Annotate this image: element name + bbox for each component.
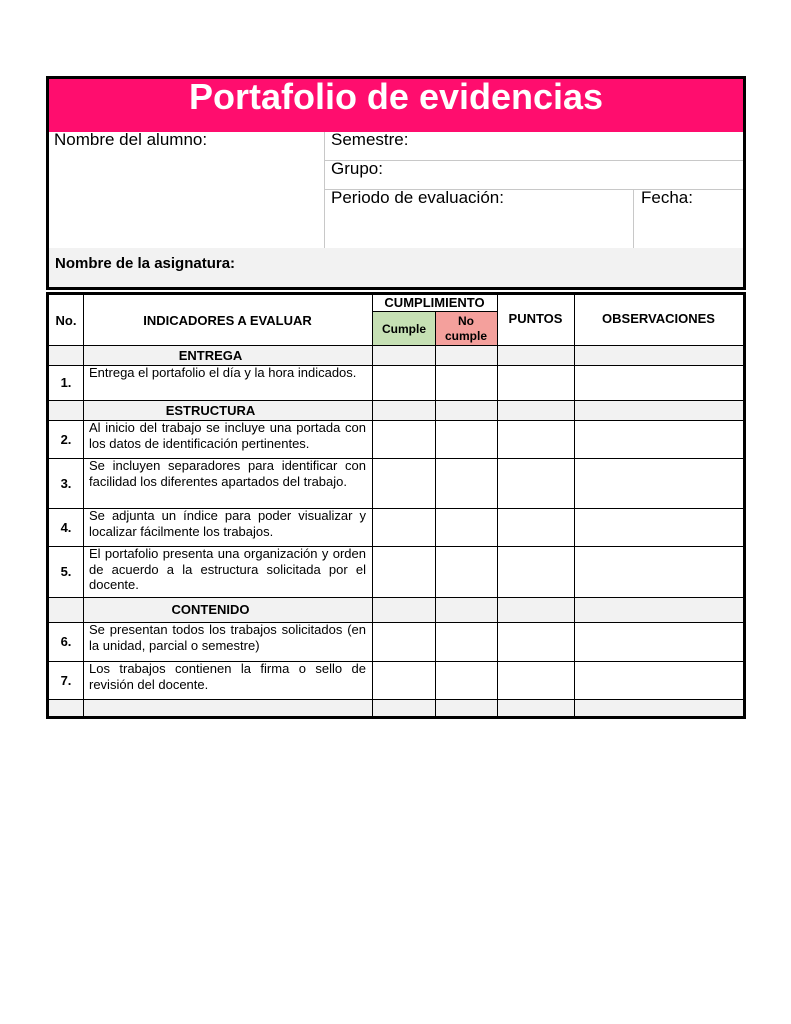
student-name-label: Nombre del alumno: (54, 130, 208, 149)
subject-name-label: Nombre de la asignatura: (55, 255, 236, 272)
observations-cell (574, 365, 743, 400)
indicator-text: Los trabajos contienen la firma o sello de revisión del docente. (89, 661, 366, 692)
complies-cell (372, 458, 435, 508)
not-complies-cell (435, 546, 497, 597)
semester-label: Semestre: (331, 130, 409, 149)
indicator-number: 5. (60, 564, 72, 579)
column-divider (435, 311, 436, 716)
row-divider (49, 345, 743, 346)
not-complies-cell (435, 508, 497, 546)
header-divider (324, 160, 743, 161)
indicator-number: 1. (60, 375, 72, 390)
column-header-points: PUNTOS (508, 311, 563, 326)
not-complies-cell (435, 458, 497, 508)
points-cell (497, 661, 574, 699)
row-divider (49, 699, 743, 700)
observations-cell (574, 661, 743, 699)
column-header-no: No. (55, 312, 77, 328)
column-header-complies: Cumple (373, 312, 435, 345)
evaluation-period-label: Periodo de evaluación: (331, 188, 504, 207)
section-header: ESTRUCTURA (49, 400, 372, 420)
section-header: ENTREGA (49, 345, 372, 365)
section-header: CONTENIDO (49, 597, 372, 622)
header-divider (324, 132, 325, 248)
section-header-fill (372, 400, 743, 420)
indicator-text: El portafolio presenta una organización y orden de acuerdo a la estructura solicitada por el docente. (89, 546, 366, 592)
not-complies-cell (435, 622, 497, 661)
column-header-not-complies: No cumple (435, 312, 497, 345)
column-header-compliance: CUMPLIMIENTO (384, 295, 485, 310)
observations-cell (574, 546, 743, 597)
column-header-observations: OBSERVACIONES (602, 311, 715, 326)
points-cell (497, 508, 574, 546)
row-divider (49, 622, 743, 623)
section-header-fill (372, 597, 743, 622)
row-divider (49, 400, 743, 401)
complies-cell (372, 622, 435, 661)
row-divider (49, 458, 743, 459)
complies-cell (372, 365, 435, 400)
column-header-indicators: INDICADORES A EVALUAR (143, 312, 312, 328)
observations-cell (574, 622, 743, 661)
column-divider (497, 295, 498, 716)
complies-cell (372, 508, 435, 546)
indicator-text: Se incluyen separadores para identificar con facilidad los diferentes apartados del trabajo. (89, 458, 366, 489)
header-divider (633, 189, 634, 248)
empty-footer-row (49, 699, 743, 716)
indicator-text: Al inicio del trabajo se incluye una portada con los datos de identificación pertinentes. (89, 420, 366, 451)
section-header-fill (372, 345, 743, 365)
column-divider (574, 295, 575, 716)
observations-cell (574, 420, 743, 458)
points-cell (497, 546, 574, 597)
complies-cell (372, 546, 435, 597)
indicator-number: 2. (60, 431, 72, 447)
observations-cell (574, 508, 743, 546)
complies-cell (372, 420, 435, 458)
group-label: Grupo: (331, 159, 383, 178)
row-divider (49, 508, 743, 509)
points-cell (497, 622, 574, 661)
not-complies-cell (435, 420, 497, 458)
indicator-text: Se adjunta un índice para poder visualizar y localizar fácilmente los trabajos. (89, 508, 366, 539)
points-cell (497, 365, 574, 400)
column-divider (83, 295, 84, 716)
indicator-text: Entrega el portafolio el día y la hora indicados. (89, 365, 357, 380)
date-label: Fecha: (641, 188, 693, 207)
row-divider (49, 365, 743, 366)
indicator-number: 6. (60, 634, 72, 649)
observations-cell (574, 458, 743, 508)
complies-cell (372, 661, 435, 699)
points-cell (497, 420, 574, 458)
document-title: Portafolio de evidencias (49, 79, 743, 132)
points-cell (497, 458, 574, 508)
row-divider (49, 546, 743, 547)
not-complies-cell (435, 365, 497, 400)
column-divider (372, 295, 373, 716)
row-divider (49, 661, 743, 662)
indicator-text: Se presentan todos los trabajos solicitados (en la unidad, parcial o semestre) (89, 622, 366, 653)
row-divider (49, 597, 743, 598)
not-complies-cell (435, 661, 497, 699)
row-divider (49, 420, 743, 421)
indicator-number: 4. (60, 519, 72, 535)
indicator-number: 3. (60, 475, 72, 491)
indicator-number: 7. (60, 672, 72, 688)
